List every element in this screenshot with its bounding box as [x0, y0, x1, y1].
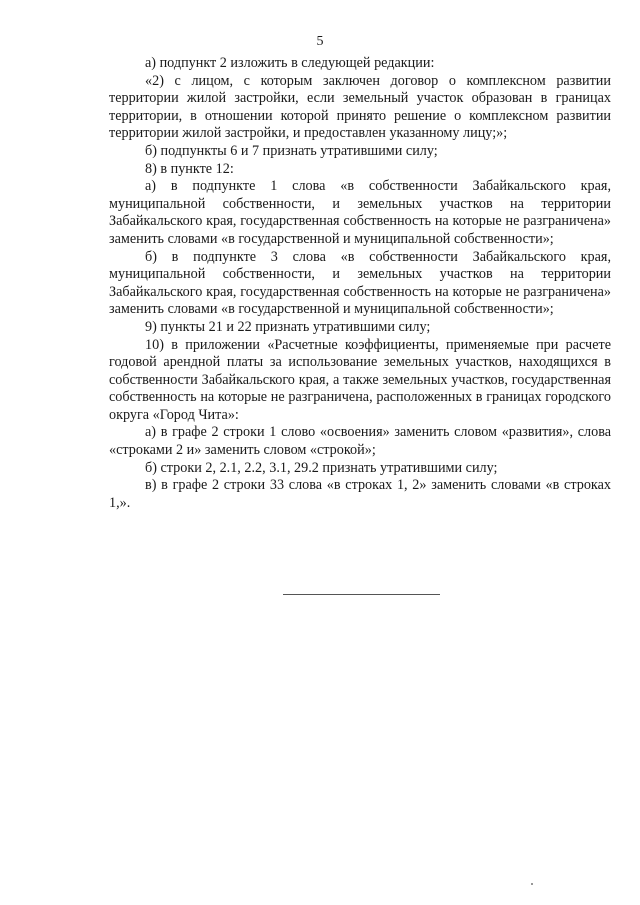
paragraph: б) подпункты 6 и 7 признать утратившими силу;	[145, 142, 438, 159]
paragraph: а) в графе 2 строки 1 слово «освоения» заменить словом «развития», слова «строками 2 и» заменить словом «строкой»;	[109, 424, 611, 459]
scan-speck	[531, 883, 533, 885]
document-body	[109, 55, 611, 512]
paragraph: а) подпункт 2 изложить в следующей редакции:	[145, 55, 435, 71]
paragraph: б) в подпункте 3 слова «в собственности Забайкальского края, муниципальной собственности, и земельных участков на территории Забайкальского края, государственная собственность на которые не разграничена» заменить словами «в государственной и муниципальной собственности»;	[109, 248, 611, 318]
paragraph: 10) в приложении «Расчетные коэффициенты, применяемые при расчете годовой арендной платы за использование земельных участков, находящихся в собственности Забайкальского края, а также земельных участков, государственная собственность на которые не разграничена, расположенных в границах городского округа «Город Чита»:	[109, 336, 611, 423]
paragraph: б) строки 2, 2.1, 2.2, 3.1, 29.2 признать утратившими силу;	[145, 459, 498, 476]
paragraph: «2) с лицом, с которым заключен договор о комплексном развитии территории жилой застройки, если земельный участок образован в границах территории, в отношении которой принято решение о комплексном развитии территории жилой застройки, и предоставлен указанному лицу;»;	[109, 72, 611, 142]
end-divider-line	[283, 594, 440, 595]
paragraph: 9) пункты 21 и 22 признать утратившими силу;	[145, 318, 431, 335]
paragraph: а) в подпункте 1 слова «в собственности Забайкальского края, муниципальной собственности, и земельных участков на территории Забайкальского края, государственная собственность на которые не разграничена» заменить словами «в государственной и муниципальной собственности»;	[109, 178, 611, 247]
paragraph: в) в графе 2 строки 33 слова «в строках 1, 2» заменить словами «в строках 1,».	[109, 477, 611, 511]
paragraph: 8) в пункте 12:	[145, 160, 234, 177]
page-number: 5	[316, 34, 324, 49]
